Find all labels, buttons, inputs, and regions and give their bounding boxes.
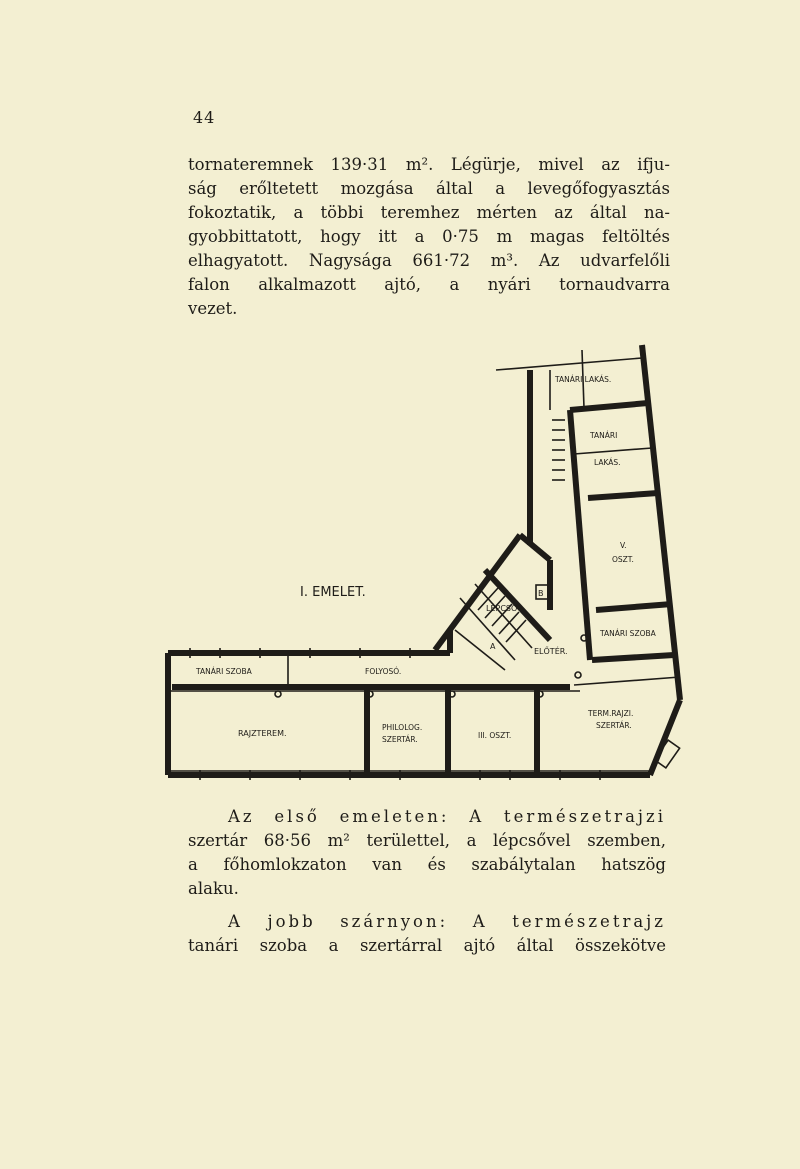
room-label: LAKÁS. [594,458,621,467]
room-label: III. OSZT. [478,731,512,740]
room-label: TANÁRI [590,431,618,440]
text-line: fokoztatik, a többi teremhez mérten az által na- [188,203,670,222]
text-line: falon alkalmazott ajtó, a nyári tornaudvarra [188,275,670,294]
text-line: A jobb szárnyon: A természetrajz [228,912,666,931]
room-label: TANÁRI SZOBA [600,629,656,638]
bottom-paragraph-2 [188,910,666,958]
room-label: PHILOLOG. [382,723,423,732]
room-label: SZERTÁR. [596,721,632,730]
room-label: LÉPCSŐ [486,604,518,613]
room-label: V. [620,541,627,550]
room-label: FOLYOSÓ. [365,667,402,676]
room-label: TANÁRI LAKÁS. [555,375,612,384]
text-line: szertár 68·56 m² területtel, a lépcsővel szemben, [188,831,666,850]
floor-plan [160,330,700,790]
room-label: TERM.RAJZI. [588,709,634,718]
text-line: vezet. [188,299,238,318]
text-line: elhagyatott. Nagysága 661·72 m³. Az udvarfelőli [188,251,670,270]
text-line: alaku. [188,879,239,898]
top-paragraph [188,153,670,321]
text-line: gyobbittatott, hogy itt a 0·75 m magas feltöltés [188,227,670,246]
room-label: ELŐTÉR. [534,647,568,656]
text-line: tornateremnek 139·31 m². Légürje, mivel az ifju- [188,155,670,174]
room-label: SZERTÁR. [382,735,418,744]
text-line: Az első emeleten: A természetrajzi [228,807,666,826]
floor-label: I. EMELET. [300,585,366,600]
room-label: RAJZTEREM. [238,729,287,738]
room-mark: A [490,642,496,651]
room-label: TANÁRI SZOBA [196,667,252,676]
text-line: ság erőltetett mozgása által a levegőfogyasztás [188,179,670,198]
page-number: 44 [193,108,216,127]
room-label: OSZT. [612,555,634,564]
bottom-paragraph-1 [188,805,666,901]
text-line: a főhomlokzaton van és szabálytalan hatszög [188,855,666,874]
room-mark: B [538,589,544,598]
text-line: tanári szoba a szertárral ajtó által összekötve [188,936,666,955]
